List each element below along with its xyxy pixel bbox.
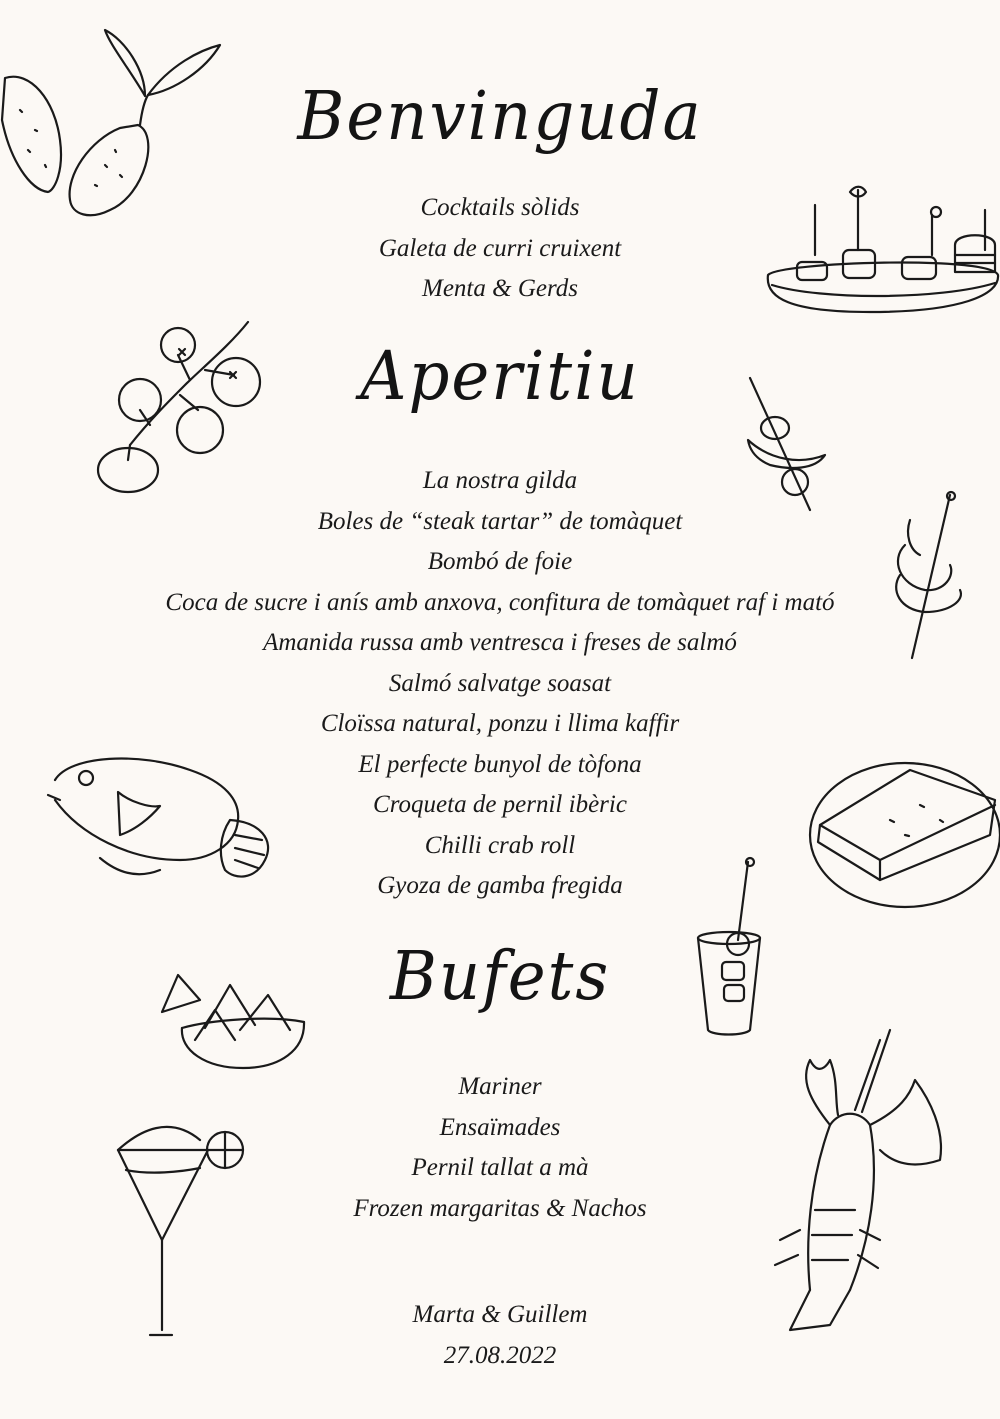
footer	[0, 1295, 1000, 1376]
list-item: Chilli crab roll	[424, 831, 576, 859]
buffets-title: Bufets	[389, 938, 611, 1016]
couple-names: Marta & Guillem	[412, 1301, 588, 1328]
list-item: Amanida russa amb ventresca i freses de salmó	[263, 629, 737, 656]
list-item: La nostra gilda	[422, 467, 578, 494]
list-item: Galeta de curri cruixent	[378, 234, 622, 262]
list-item: Pernil tallat a mà	[411, 1154, 589, 1181]
welcome-title: Benvinguda	[297, 78, 703, 156]
list-item: Mariner	[458, 1073, 542, 1100]
list-item: Salmó salvatge soasat	[388, 669, 612, 697]
list-item: El perfecte bunyol de tòfona	[358, 750, 642, 778]
list-item: Croqueta de pernil ibèric	[373, 791, 627, 818]
welcome-list	[0, 188, 1000, 310]
list-item: Coca de sucre i anís amb anxova, confitura de tomàquet raf i mató	[165, 588, 835, 616]
list-item: Frozen margaritas & Nachos	[353, 1194, 647, 1222]
list-item: Ensaïmades	[439, 1113, 561, 1141]
list-item: Menta & Gerds	[422, 275, 578, 302]
buffets-list	[0, 1067, 1000, 1229]
list-item: Bombó de foie	[427, 548, 573, 575]
list-item: Cloïssa natural, ponzu i llima kaffir	[320, 710, 680, 737]
appetizer-list	[0, 461, 1000, 907]
list-item: Gyoza de gamba fregida	[377, 872, 623, 899]
appetizer-title: Aperitiu	[360, 338, 640, 416]
event-date: 27.08.2022	[443, 1341, 557, 1369]
list-item: Cocktails sòlids	[420, 194, 580, 221]
list-item: Boles de “steak tartar” de tomàquet	[317, 507, 683, 535]
